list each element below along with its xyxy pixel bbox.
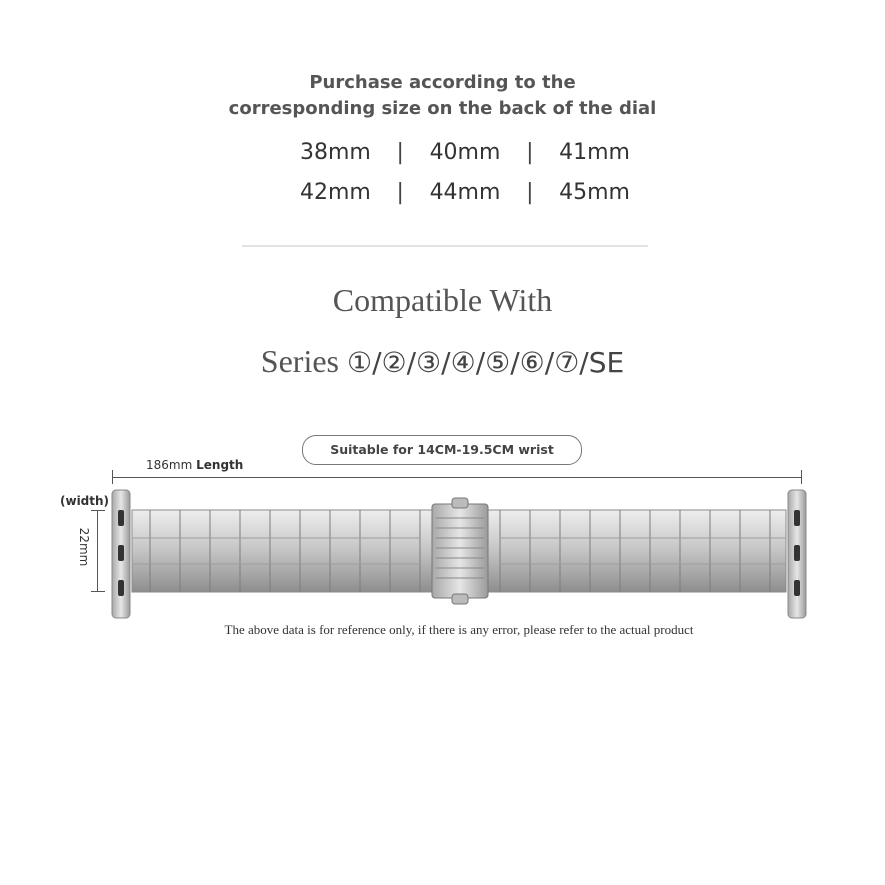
series-line (0, 343, 885, 380)
width-dimension-line (97, 510, 98, 592)
length-tick-left (112, 470, 113, 484)
width-tick-top (91, 510, 105, 511)
series-list: ①/②/③/④/⑤/⑥/⑦/SE (346, 346, 625, 379)
size-option: 41mm (559, 140, 630, 165)
compatible-title: Compatible With (332, 282, 553, 318)
watch-band-image (110, 488, 810, 623)
width-label: (width) (60, 494, 110, 508)
divider (242, 245, 648, 247)
size-option: 42mm (300, 180, 371, 205)
width-tick-bottom (91, 591, 105, 592)
right-connector (788, 490, 806, 618)
left-connector (112, 490, 130, 618)
width-value: 22mm (77, 527, 91, 567)
series-label: Series (260, 343, 339, 379)
length-word: Length (196, 458, 244, 472)
butterfly-clasp (432, 498, 488, 604)
size-option: 44mm (429, 180, 501, 205)
size-row-1 (300, 140, 630, 165)
length-label (146, 458, 243, 472)
length-tick-right (801, 470, 802, 484)
size-separator: | (396, 140, 404, 165)
length-value: 186mm (146, 458, 193, 472)
purchase-heading-line2: corresponding size on the back of the dial (228, 98, 657, 119)
length-dimension-line (112, 477, 802, 478)
size-option: 45mm (559, 180, 630, 205)
disclaimer-note: The above data is for reference only, if there is any error, please refer to the actual product (224, 622, 694, 637)
size-row-2 (300, 180, 630, 205)
size-option: 38mm (300, 140, 371, 165)
size-separator: | (526, 140, 534, 165)
size-option: 40mm (429, 140, 501, 165)
size-separator: | (396, 180, 404, 205)
purchase-heading-line1: Purchase according to the (309, 72, 576, 93)
size-separator: | (526, 180, 534, 205)
wrist-size-badge: Suitable for 14CM-19.5CM wrist (302, 435, 582, 465)
purchase-heading (0, 70, 885, 122)
